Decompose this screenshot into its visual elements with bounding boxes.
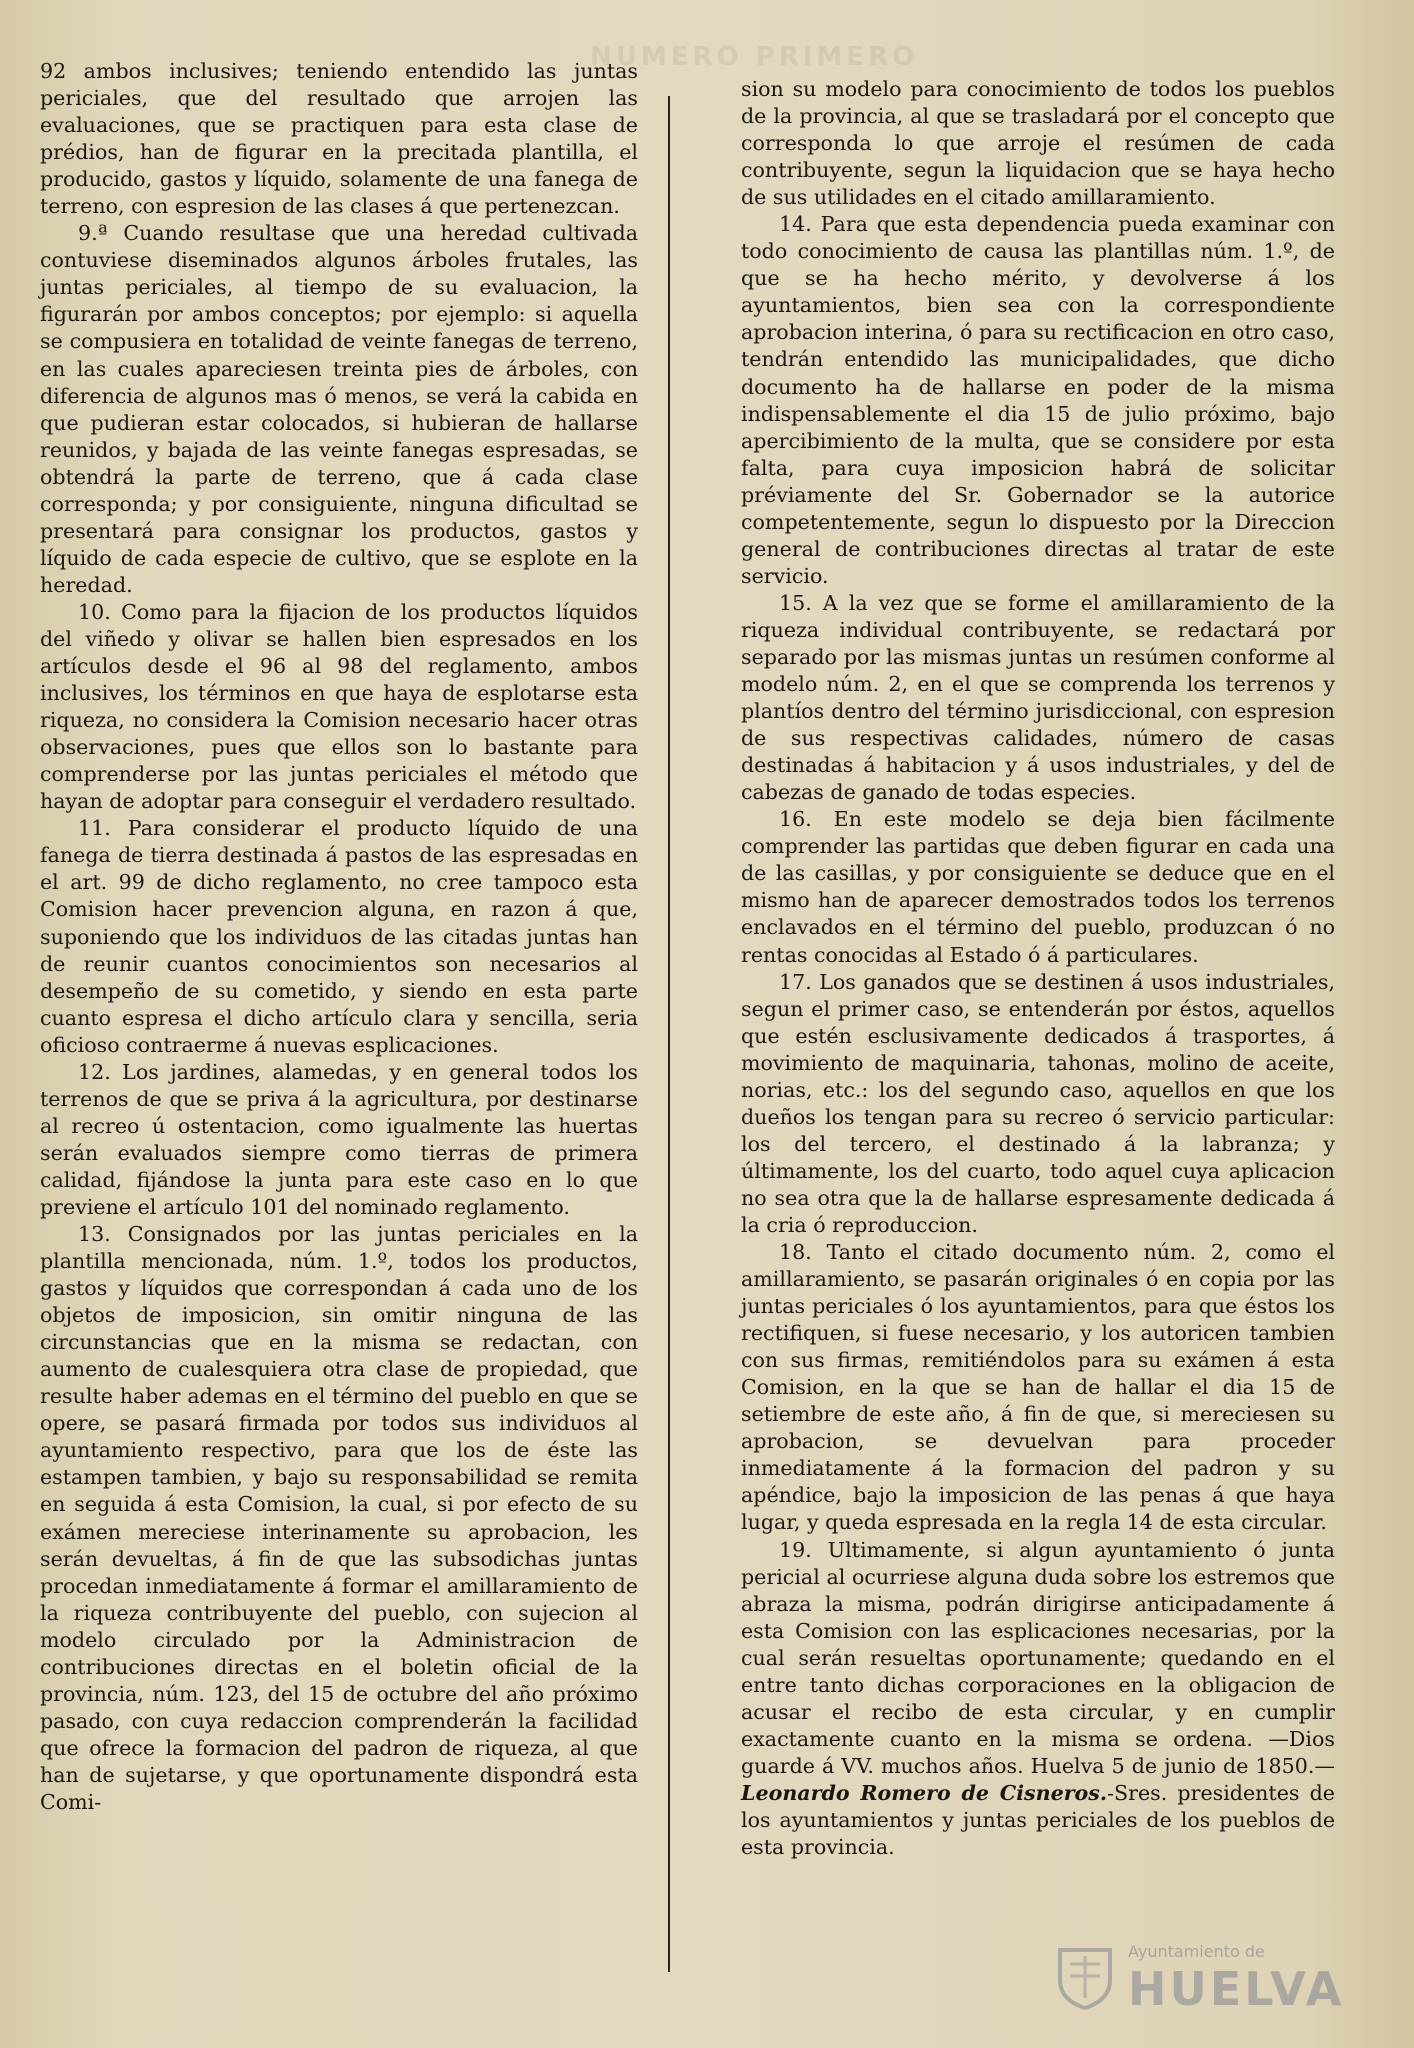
archive-watermark (1050, 1930, 1370, 2020)
crest-icon (1050, 1942, 1120, 2012)
paragraph: 18. Tanto el citado documento núm. 2, como el amillaramiento, se pasarán originales ó en copia por las juntas periciales ó los ayuntamientos, para que éstos los rectifiquen, si fuese necesario, y los autoricen tambien con sus firmas, remitiéndolos para su exámen á esta Comision, en la que se han de hallar el dia 15 de setiembre de este año, á fin de que, si mereciesen su aprobacion, se devuelvan para proceder inmediatamente á la formacion del padron y su apéndice, bajo la imposicion de las penas á que haya lugar, y queda espresada en la regla 14 de esta circular. (741, 1240, 1335, 1535)
watermark-caption: Ayuntamiento de (1128, 1942, 1265, 1961)
signature-closing: -Sres. presidentes de los ayuntamientos y juntas periciales de los pueblos de esta provincia. (741, 1780, 1335, 1860)
signature-name: Leonardo Romero de Cisneros. (741, 1780, 1108, 1805)
paragraph: 92 ambos inclusives; teniendo entendido las juntas periciales, que del resultado que arrojen las evaluaciones, que se practiquen para esta clase de prédios, han de figurar en la precitada plantilla, el producido, gastos y líquido, solamente de una fanega de terreno, con espresion de las clases á que pertenezcan. (40, 59, 638, 219)
faded-header-title: NUMERO PRIMERO (590, 42, 919, 72)
column-divider (668, 96, 670, 1972)
paragraph: 12. Los jardines, alamedas, y en general todos los terrenos de que se priva á la agricultura, por destinarse al recreo ú ostentacion, como igualmente las huertas serán evaluados siempre como tierras de primera calidad, fijándose la junta para este caso en lo que previene el artículo 101 del nominado reglamento. (40, 1059, 638, 1219)
paragraph: 15. A la vez que se forme el amillaramiento de la riqueza individual contribuyente, se redactará por separado por las mismas juntas un resúmen conforme al modelo núm. 2, en el que se comprenda los terrenos y plantíos dentro del término jurisdiccional, con espresion de sus respectivas calidades, número de casas destinadas á habitacion y á usos industriales, y del de cabezas de ganado de todas especies. (741, 590, 1335, 805)
watermark-title: HUELVA (1128, 1962, 1345, 2016)
left-text-column (40, 58, 638, 1816)
paragraph: 11. Para considerar el producto líquido de una fanega de tierra destinada á pastos de las espresadas en el art. 99 de dicho reglamento, no cree tampoco esta Comision hacer prevencion alguna, en razon á que, suponiendo que los individuos de las citadas juntas han de reunir cuantos conocimientos son necesarios al desempeño de su cometido, y siendo en esta parte cuanto espresa el dicho artículo clara y sencilla, seria oficioso contraerme á nuevas esplicaciones. (40, 816, 638, 1057)
right-text-column (741, 76, 1335, 1861)
paragraph: 13. Consignados por las juntas periciales en la plantilla mencionada, núm. 1.º, todos los productos, gastos y líquidos que correspondan á cada uno de los objetos de imposicion, sin omitir ninguna de las circunstancias que en la misma se redactan, con aumento de cualesquiera otra clase de propiedad, que resulte haber ademas en el término del pueblo en que se opere, se pasará firmada por todos sus individuos al ayuntamiento respectivo, para que los de éste las estampen tambien, y bajo su responsabilidad se remita en seguida á esta Comision, la cual, si por efecto de su exámen mereciese interinamente su aprobacion, les serán devueltas, á fin de que las subsodichas juntas procedan inmediatamente á formar el amillaramiento de la riqueza contribuyente del pueblo, con sujecion al modelo circulado por la Administracion de contribuciones directas en el boletin oficial de la provincia, núm. 123, del 15 de octubre del año próximo pasado, con cuya redaccion comprenderán la facilidad que ofrece la formacion del padron de riqueza, al que han de sujetarse, y que oportunamente dispondrá esta Comi- (40, 1222, 638, 1814)
paragraph: sion su modelo para conocimiento de todos los pueblos de la provincia, al que se trasladará por el concepto que corresponda lo que arroje el resúmen de cada contribuyente, segun la liquidacion que se haya hecho de sus utilidades en el citado amillaramiento. (741, 77, 1335, 210)
closing-paragraph (741, 1537, 1335, 1862)
paragraph: 10. Como para la fijacion de los productos líquidos del viñedo y olivar se hallen bien espresados en los artículos desde el 96 al 98 del reglamento, ambos inclusives, los términos en que haya de esplotarse esta riqueza, no considera la Comision necesario hacer otras observaciones, pues que ellos son lo bastante para comprenderse por las juntas periciales el método que hayan de adoptar para conseguir el verdadero resultado. (40, 599, 638, 814)
paragraph: 16. En este modelo se deja bien fácilmente comprender las partidas que deben figurar en cada una de las casillas, y por consiguiente se deduce que en el mismo han de aparecer demostrados todos los terrenos enclavados en el término del pueblo, produzcan ó no rentas conocidas al Estado ó á particulares. (741, 807, 1335, 967)
paragraph: 17. Los ganados que se destinen á usos industriales, segun el primer caso, se entenderán por éstos, aquellos que estén esclusivamente dedicados á trasportes, á movimiento de maquinaria, tahonas, molino de aceite, norias, etc.: los del segundo caso, aquellos en que los dueños los tengan para su recreo ó servicio particular: los del tercero, el destinado á la labranza; y últimamente, los del cuarto, todo aquel cuya aplicacion no sea otra que la de hallarse espresamente dedicada á la cria ó reproduccion. (741, 969, 1335, 1237)
paragraph: 9.ª Cuando resultase que una heredad cultivada contuviese diseminados algunos árboles frutales, las juntas periciales, al tiempo de su evaluacion, la figurarán por ambos conceptos; por ejemplo: si aquella se compusiera en totalidad de veinte fanegas de terreno, en las cuales apareciesen treinta pies de árboles, con diferencia de algunos mas ó menos, se verá la cabida en que pudieran estar colocados, si hubieran de hallarse reunidos, y bajada de las veinte fanegas espresadas, se obtendrá la parte de terreno, que á cada clase corresponda; y por consiguiente, ninguna dificultad se presentará para consignar los productos, gastos y líquido de cada especie de cultivo, que se esplote en la heredad. (40, 221, 638, 597)
paragraph: 14. Para que esta dependencia pueda examinar con todo conocimiento de causa las plantillas núm. 1.º, de que se ha hecho mérito, y devolverse á los ayuntamientos, bien sea con la correspondiente aprobacion interina, ó para su rectificacion en otro caso, tendrán entendido las municipalidades, que dicho documento ha de hallarse en poder de la misma indispensablemente el dia 15 de julio próximo, bajo apercibimiento de la multa, que se considere por esta falta, para cuya imposicion habrá de solicitar préviamente del Sr. Gobernador se la autorice competentemente, segun lo dispuesto por la Direccion general de contribuciones directas al tratar de este servicio. (741, 212, 1335, 588)
closing-text: 19. Ultimamente, si algun ayuntamiento ó junta pericial al ocurriese alguna duda sobre los estremos que abraza la misma, podrán dirigirse anticipadamente á esta Comision con las esplicaciones necesarias, por la cual serán resueltas oportunamente; quedando en el entre tanto dichas corporaciones en la obligacion de acusar el recibo de esta circular, y en cumplir exactamente cuanto en la misma se ordena. —Dios guarde á VV. muchos años. Huelva 5 de junio de 1850.— (741, 1537, 1335, 1778)
